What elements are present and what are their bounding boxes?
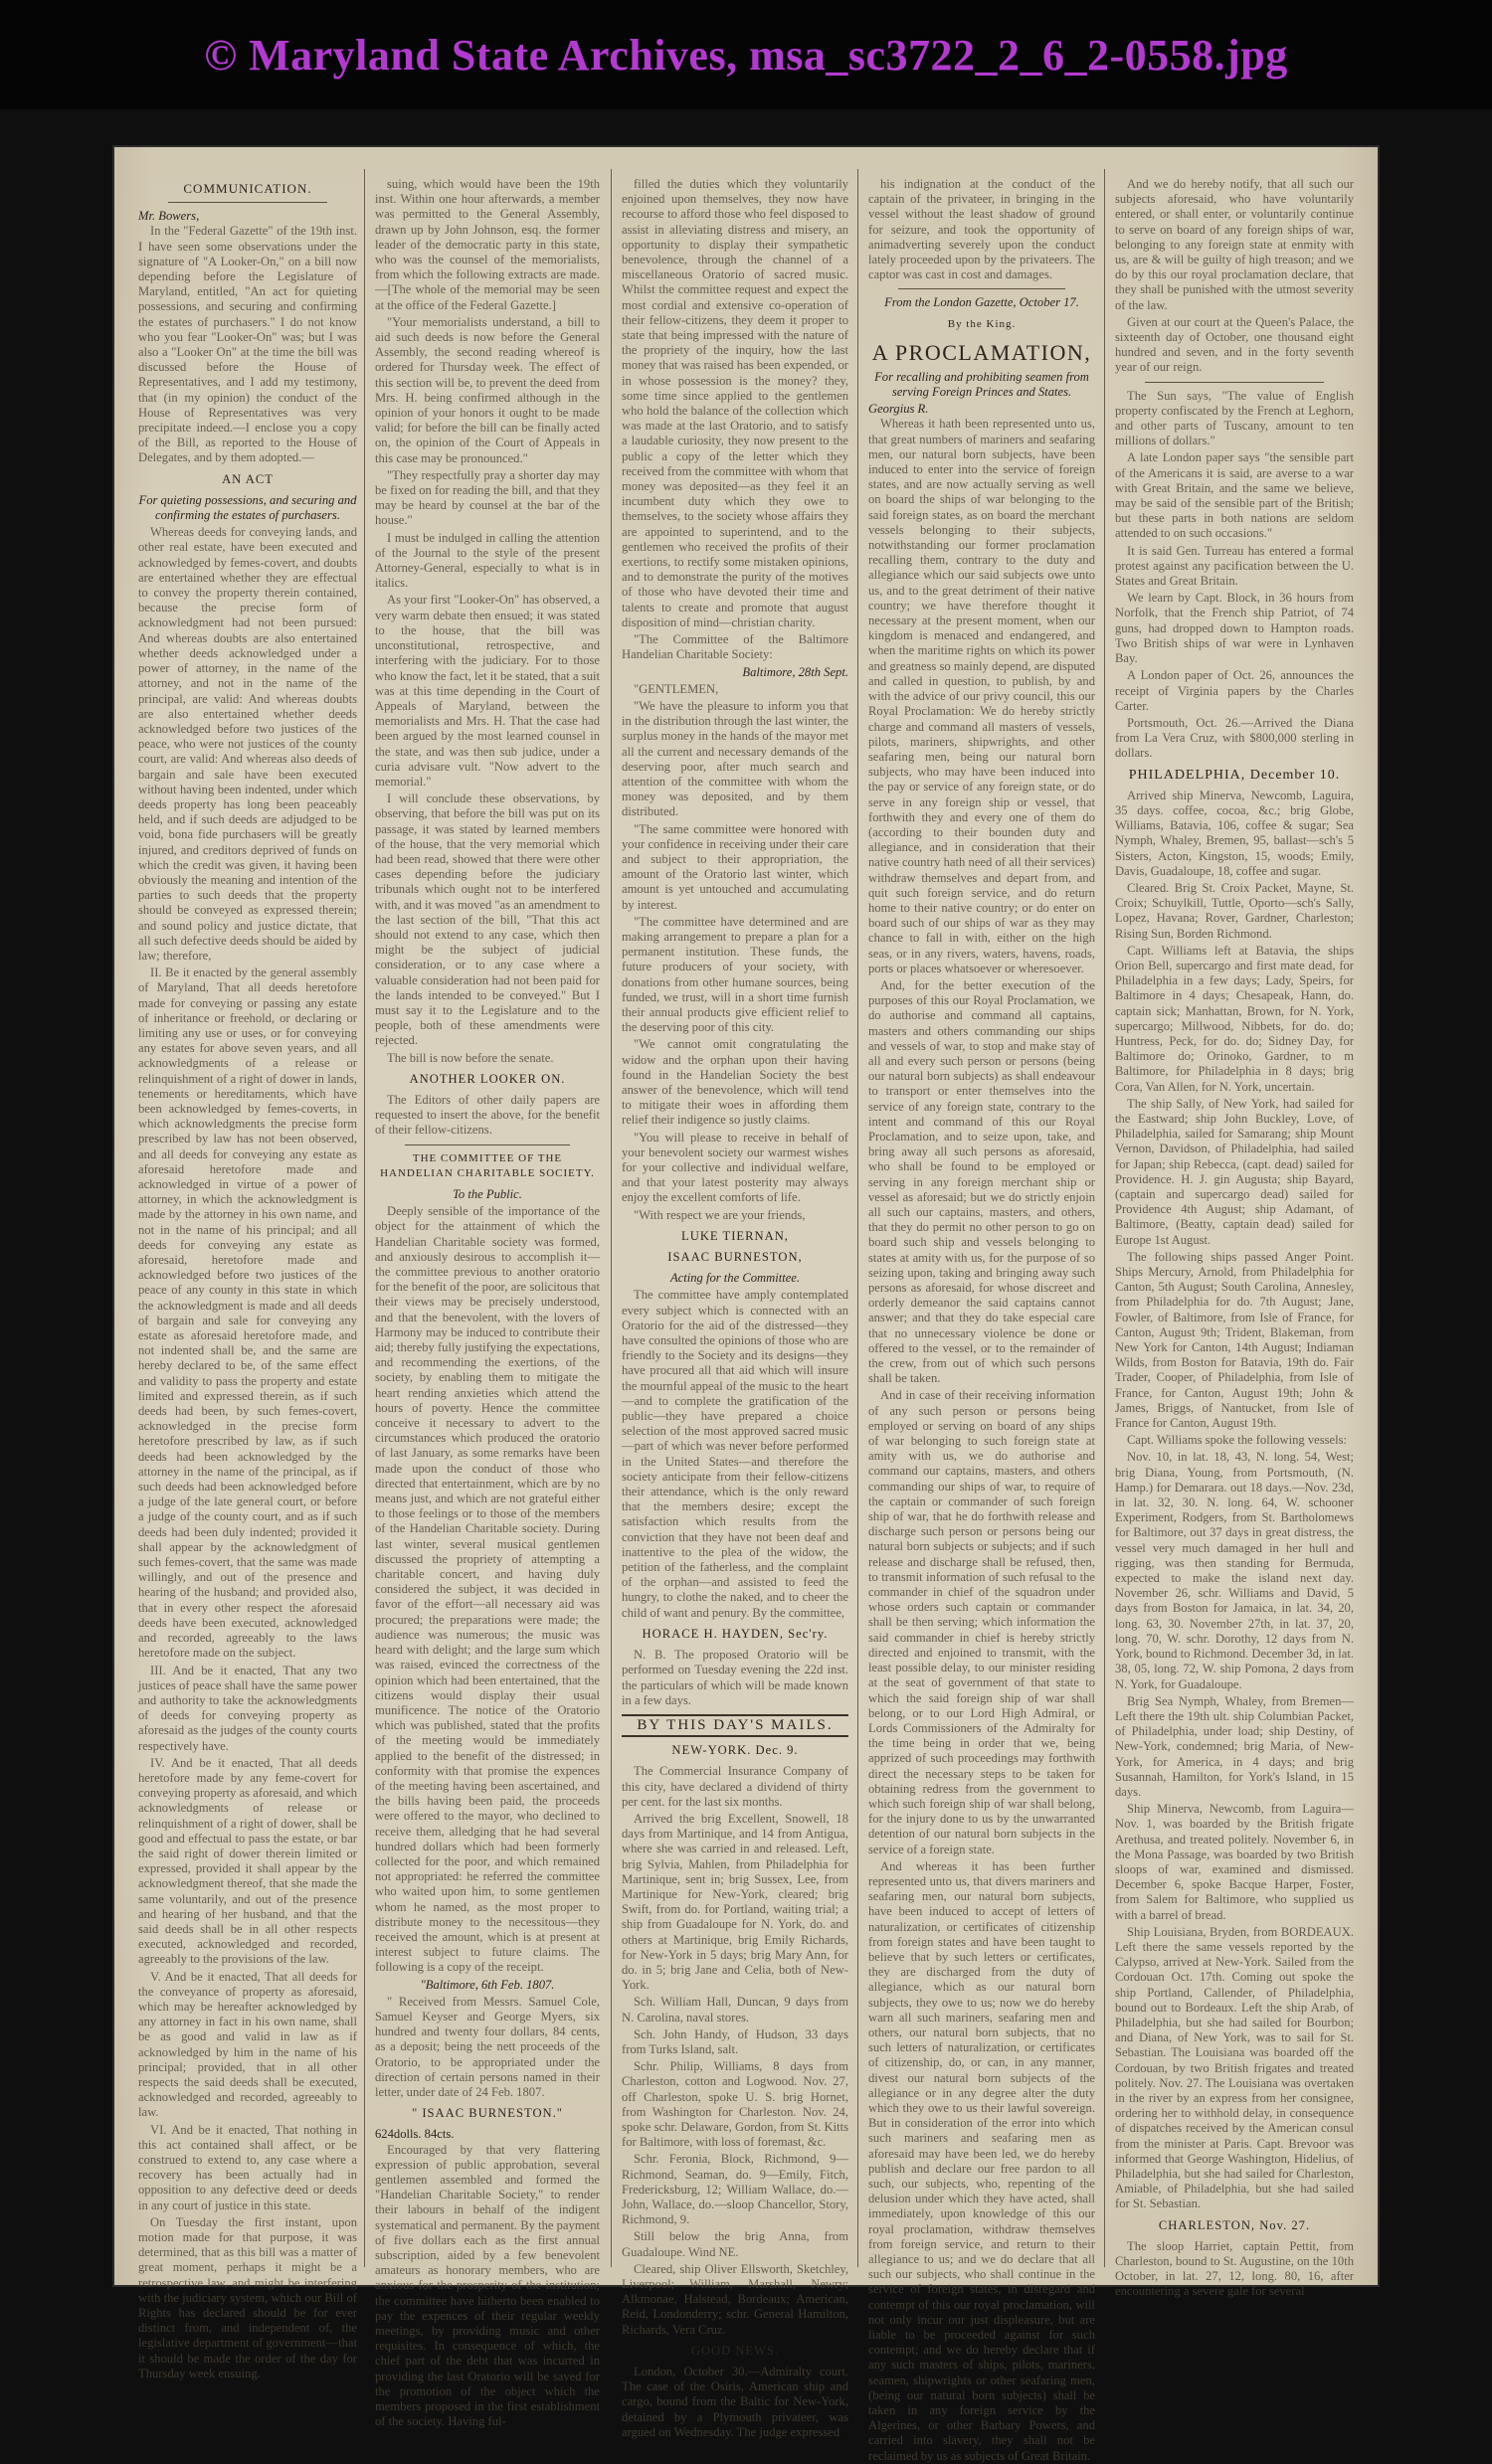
article-paragraph: We learn by Capt. Block, in 36 hours from Norfolk, that the French ship Patriot, of 74 guns, had dropped down to Hampton roads. Two British ships of war were in Lynhaven Bay. (1115, 591, 1354, 666)
by-the-king: By the King. (947, 317, 1017, 330)
dateline: NEW-YORK. Dec. 9. (671, 1743, 799, 1758)
article-paragraph: Still below the brig Anna, from Guadaloupe. Wind NE. (622, 2229, 848, 2259)
article-paragraph: And we do hereby notify, that all such our subjects aforesaid, who have voluntarily entered, or shall enter, or voluntarily continue to serve on board of any foreign ships of war, belonging to any foreign state at enmity with us, are & will be guilty of high treason; and we do by this our royal proclamation declare, that they shall be punished with the utmost severity of the law. (1115, 177, 1354, 312)
article-paragraph: Given at our court at the Queen's Palace, the sixteenth day of October, one thousand eight hundred and seven, and in the forty seventh year of our reign. (1115, 314, 1354, 375)
article-paragraph: "GENTLEMEN, (634, 681, 719, 696)
archive-watermark: © Maryland State Archives, msa_sc3722_2_6_2-0558.jpg (204, 30, 1288, 80)
letter-dateline: Baltimore, 28th Sept. (742, 664, 848, 679)
column-3 (622, 177, 848, 2439)
article-paragraph: Sch. John Handy, of Hudson, 33 days from Turks Island, salt. (622, 2026, 848, 2056)
receipt-signature: " ISAAC BURNESTON." (412, 2106, 563, 2121)
article-paragraph: "We cannot omit congratulating the widow and the orphan upon their having found in the Handelian Society the best answer of the benevolence, which will tend to mitigate their woes in affording them relief their indigence so justly claims. (622, 1037, 848, 1128)
section-heading-news: GOOD NEWS. (690, 2343, 780, 2358)
article-paragraph: VI. And be it enacted, That nothing in this act contained shall affect, or be construed to extend to, any case where a recovery has been actually had in opposition to any defective deed or deeds in any court of justice in this state. (138, 2122, 357, 2212)
signature: LUKE TIERNAN, (681, 1228, 789, 1243)
article-paragraph: Encouraged by that very flattering expression of public approbation, several gentlemen assembled and formed the "Handelian Charitable Society," to render their labours in behalf of the indigent systematical and permanent. By the payment of five dollars each as the first annual subscription, aided by a few benevolent amateurs as honorary members, who are anxious for the prosperity of the institution; the committee have hitherto been enabled to pay the expences of their regular weekly meetings, by providing music and other requisites. In consequence of which, the chief part of the debt that was incurred in providing the last Oratorio will be saved for the promotion of the object which the members proposed in the first establishment of the society. Having ful- (375, 2142, 600, 2429)
article-paragraph: The Editors of other daily papers are requested to insert the above, for the benefit of their fellow-citizens. (375, 1092, 600, 1138)
act-subtitle: For quieting possessions, and securing and confirming the estates of purchasers. (138, 492, 357, 523)
act-title: AN ACT (222, 471, 274, 486)
article-paragraph: V. And be it enacted, That all deeds for the conveyance of property as aforesaid, which may be hereafter acknowledged by any attorney in fact in his own name, shall be as good and valid in law as if acknowledged by him in the name of his principal; provided, that in all other respects the said deeds shall be executed, acknowledged and recorded, agreeably to law. (138, 1969, 357, 2120)
article-paragraph: In the "Federal Gazette" of the 19th inst. I have seen some observations under the signature of "A Looker-On," on a bill now depending before the Legislature of Maryland, entitled, "An act for quieting possessions, and securing and confirming the estates of purchasers." I do not know who you fear "Looker-On" was; but I was also a "Looker On" at the time the bill was discussed before the House of Representatives, and I add my testimony, that (in my opinion) the conduct of the House of Representatives was very precipitate indeed.—I enclose you a copy of the Bill, as reported to the House of Delegates, and by them adopted.— (138, 224, 357, 465)
column-rule (611, 169, 612, 2267)
article-paragraph: Arrived the brig Excellent, Snowell, 18 days from Martinique, and 14 from Antigua, where she was carried in and released. Left, brig Sylvia, Mahlen, from Philadelphia for Martinique, sent in; brig Sussex, Lee, from Martinique for New-York, cleared; brig Swift, from do. for Portland, waiting trial; a ship from Guadaloupe for N. York, do. and others at Martinique, brig Emily Richards, for New-York in 5 days; brig Mary Ann, for do. in 5; brig Jane and Celia, both of New-York. (622, 1811, 848, 1993)
article-paragraph: Brig Sea Nymph, Whaley, from Bremen—Left there the 19th ult. ship Columbian Packet, of Philadelphia, under load; ship Destiny, of New-York, condemned; brig Maria, of New-York, for America, in 4 days; and brig Susannah, Hamilton, for York's Island, in 15 days. (1115, 1693, 1354, 1799)
article-paragraph: And in case of their receiving information of any such person or persons being employed or serving on board of any ships of war belonging to such foreign state at amity with us, we do authorise and command our captains, masters, and others commanding our ships of war, to require of the captain or commander of such foreign ship of war, that he do forthwith release and discharge such person or persons being our natural born subjects or subjects; and if such release and discharge shall be refused, then, to transmit information of such refusal to the commander in chief of the squadron under whose orders such captain or commander shall be then serving; which information the said commander in chief is hereby strictly directed and enjoined to transmit, with the least possible delay, to our minister residing at the seat of government of that state to which the said foreign ship of war shall belong, or to our Lord High Admiral, or Lords Commissioners of the Admiralty for the time being in order that we, being apprized of such proceedings may forthwith direct the necessary steps to be taken for obtaining redress from the government to which such foreign ship of war shall belong, for the injury done to us by the unwarranted detention of our natural born subjects in the service of a foreign state. (868, 1388, 1095, 1856)
article-paragraph: And whereas it has been further represented unto us, that divers mariners and seafaring men, our natural born subjects, have been induced to accept of letters of naturalization, or certificates of citizenship from foreign states and have been taught to believe that by such letters or certificates, they are discharged from the duty of allegiance, which as our natural born subjects, they owe to us; now we do hereby warn all such mariners, seafaring men and others, our natural born subjects, that no such letters of naturalization, or certificates of citizenship, do, or can, in any manner, divest our natural born subjects of the allegiance or in any degree alter the duty which they owe to us their lawful sovereign. But in consideration of the error into which such mariners and seafaring men as aforesaid may have been led, we do hereby publish and declare our free pardon to all such, our subjects, who, repenting of the delusion under which they have acted, shall immediately, upon knowledge of this our royal proclamation, withdraw themselves from foreign service, and return to their allegiance to us; and we do declare that all such our subjects, who shall continue in the service of foreign states, in disregard and contempt of this our royal proclamation, will not only incur our just displeasure, but are liable to be proceeded against for such contempt; and we do hereby declare that if any such masters of ships, pilots, mariners, seamen, shipwrights or other seafaring men, (being our natural born subjects) shall be taken in any foreign service by the Algerines, or other Barbary Powers, and carried into slavery, they shall not be reclaimed by us as subjects of Great Britain. (868, 1858, 1095, 2463)
section-heading-mails: BY THIS DAY'S MAILS. (622, 1714, 848, 1737)
signature: ISAAC BURNESTON, (667, 1250, 803, 1265)
article-paragraph: IV. And be it enacted, That all deeds heretofore made by any feme-covert for conveying property as aforesaid, and which acknowledgments of release or relinquishment of a right of dower, shall be good and effectual to pass the estate, or bar the said right of dower therein limited or expressed, provided it shall appear by the acknowledgment thereof, that she made the same voluntarily, and out of the presence and hearing of her husband, and that the said deeds shall be in all other respects executed, acknowledged and recorded, agreeably to the provisions of the law. (138, 1755, 357, 1967)
salutation: Mr. Bowers, (138, 209, 200, 224)
article-paragraph: I will conclude these observations, by observing, that before the bill was put on its passage, it was stated by learned members of the house, that the very memorial which had been read, showed that there were other cases depending before the judiciary tribunals which ought not to be interfered with, and it was moved "as an amendment to the last section of the bill, "That this act should not extend to any case, which then might be the subject of judicial consideration, or to any case where a valuable consideration had not been paid for the lands intended to be conveyed." But I must say it to the Legislature and to the people, both of these amendments were rejected. (375, 792, 600, 1048)
article-paragraph: Capt. Williams spoke the following vessels: (1127, 1433, 1348, 1448)
article-paragraph: Whereas deeds for conveying lands, and other real estate, have been executed and acknowledged by femes-covert, and doubts are entertained whether they are effectual to convey the property therein contained, because the precise form of acknowledgment had not been pursued: And whereas doubts are also entertained whether deeds acknowledged under a power of attorney, in the name of the attorney, and not in the name of the principal, are valid: And whereas doubts are also entertained whether deeds acknowledged before two justices of the peace, who were not justices of the county court, are valid: And whereas also deeds of bargain and sale have been executed without having been indented, under which deeds property has long been peaceably held, and if such deeds are adjudged to be void, bona fide purchasers will be greatly injured, and creditors deprived of funds on which the credit was given, it having been obviously the meaning and intention of the parties to such deeds that the property should be conveyed as expressed therein; and sound policy and justice dictate, that all such defective deeds should be aided by law; therefore, (138, 525, 357, 963)
receipt-amount: 624dolls. 84cts. (375, 2127, 455, 2142)
newspaper-page (114, 147, 1378, 2463)
article-paragraph: "With respect we are your friends, (634, 1207, 806, 1222)
article-paragraph: The Commercial Insurance Company of this city, have declared a dividend of thirty per cent. for the last six months. (622, 1764, 848, 1809)
article-paragraph: A late London paper says "the sensible part of the Americans it is said, are averse to a war with Great Britain, and the same we believe, may be said of the sensible part of the British; but these parts in both nations are seldom attended to on such occasions." (1115, 450, 1354, 541)
royal-signature: Georgius R. (868, 402, 929, 417)
article-paragraph: Schr. Feronia, Block, Richmond, 9—Richmond, Seaman, do. 9—Emily, Fitch, Fredericksburg, 12; William Wallace, do.—John, Wallace, do.—sloop Chancellor, Story, Richmond, 9. (622, 2152, 848, 2227)
article-paragraph: "Your memorialists understand, a bill to aid such deeds is now before the General Assembly, the second reading whereof is ordered for Thursday week. The effect of this section will be, to prevent the deed from Mrs. H. being confirmed although in the opinion of your honors it ought to be made valid; for before the bill can be finally acted on, the opinion of the Court of Appeals in this case may be pronounced." (375, 314, 600, 465)
column-1 (138, 177, 357, 2380)
article-paragraph: "The same committee were honored with your confidence in receiving under their care and subject to their appropriation, the amount of the Oratorio last winter, which amount is yet untouched and accumulating by interest. (622, 821, 848, 912)
article-paragraph: II. Be it enacted by the general assembly of Maryland, That all deeds heretofore made for conveying or passing any estate of inheritance or freehold, or declaring or limiting any use or uses, or for conveying any estates for above seven years, and all acknowledgments of a release or relinquishment of a right of dower in lands, tenements or hereditaments, which have been acknowledged by femes-coverts, in which acknowledgments the precise form prescribed by law has not been observed, and all deeds for conveying any estate as aforesaid heretofore made and acknowledged in virtue of a power of attorney, in which the acknowledgment is made by the attorney in his own name, and not in the name of his principal; and all deeds for conveying any estate as aforesaid, heretofore made and acknowledged before two justices of the peace of any county in this state in which the acknowledgment is made and all deeds of bargain and sale for conveying any estate as aforesaid heretofore made, and not indented shall be, and the same are hereby declared to be, of the same effect and validity to pass the property and estate limited and expressed therein, as if such deeds had been, by such femes-covert, acknowledged in the precise form heretofore prescribed by law, as if such deeds had been acknowledged by the attorney in the name of the principal, as if such deeds had been acknowledged before a judge of the late general court, or before a judge of the county court, and as if such deeds had been duly indented; provided it shall appear by the acknowledgment of such femes-covert, that the same was made willingly, and out of the presence and hearing of the husband; and provided also, that in every other respect the aforesaid deeds have been executed, acknowledged and recorded, agreeably to the laws heretofore made on the subject. (138, 966, 357, 1661)
society-heading: THE COMMITTEE OF THE HANDELIAN CHARITABLE SOCIETY. (380, 1151, 595, 1179)
column-rule (1104, 169, 1105, 2267)
to-the-public: To the Public. (453, 1187, 522, 1201)
article-paragraph: Cleared, ship Oliver Ellsworth, Sketchley, Liverpool; William, Marshall, Newry; Alkmonae, Halstead, Bordeaux; American, Reid, Londonderry; schr. General Hamilton, Richards, Vera Cruz. (622, 2261, 848, 2337)
article-paragraph: N. B. The proposed Oratorio will be performed on Tuesday evening the 22d inst. the particulars of which will be made known in a few days. (622, 1648, 848, 1707)
article-paragraph: filled the duties which they voluntarily enjoined upon themselves, they now have recourse to afford those who feel disposed to assist in alleviating distress and misery, an opportunity to display their sympathetic benevolence, through the channel of a miscellaneous Oratorio of sacred music. Whilst the committee request and expect the most cordial and extensive co-operation of their fellow-citizens, they deem it proper to state that being impressed with the nature of the propriety of the inquiry, how the last money that was raised has been expended, or in whose possession is the money? they, some time since applied to the gentlemen who hold the balance of the collection which was made at the last Oratorio, and to satisfy a laudable curiosity, they now present to the public a copy of the letter which they received from the committee with whom that money was deposited—as they feel it an incumbent duty which they owe to themselves, to the society whose affairs they are appointed to superintend, and to the gentlemen who received the profits of their exertions, to rectify some mistaken opinions, and to demonstrate the purity of the motives of those who have devoted their time and talents to create and promote that august disposition of mind—christian charity. (622, 177, 848, 629)
gazette-source: From the London Gazette, October 17. (884, 295, 1079, 310)
article-paragraph: " Received from Messrs. Samuel Cole, Samuel Keyser and George Myers, six hundred and twenty four dollars, 84 cents, as a deposit; being the nett proceeds of the Oratorio, to be appropriated under the direction of certain persons named in their letter, under date of 24 Feb. 1807. (375, 1994, 600, 2099)
article-paragraph: Arrived ship Minerva, Newcomb, Laguira, 35 days. coffee, cocoa, &c.; brig Globe, Williams, Batavia, 106, coffee & sugar; Sea Nymph, Whaley, Bremen, 95, ballast—sch's 5 Sisters, Acton, Kingston, 15, woods; Emily, Davis, Guadaloupe, 18, coffee and sugar. (1115, 788, 1354, 878)
column-rule (857, 169, 858, 2267)
article-paragraph: The following ships passed Anger Point. Ships Mercury, Arnold, from Philadelphia for Canton, 5th August; South Carolina, Annesley, from Philadelphia for do. 7th August; Jane, Fowler, of Baltimore, from Isle of France, for Canton, August 9th; Trident, Blakeman, from New York for Canton, 14th August; Indiaman Wilds, from Boston for Batavia, 19th do. Fair Trader, Cooper, of Philadelphia, from Isle of France, for Canton, August 19th; John & James, Briggs, of Nantucket, from Isle of France for Canton, August 19th. (1115, 1249, 1354, 1431)
article-paragraph: Schr. Philip, Williams, 8 days from Charleston, cotton and Logwood. Nov. 27, off Charleston, spoke U. S. brig Hornet, from Washington for Charleston. Nov. 24, spoke schr. Delaware, Gordon, from St. Kitts for Baltimore, with loss of foremast, &c. (622, 2059, 848, 2150)
signature-note: Acting for the Committee. (669, 1271, 801, 1286)
article-paragraph: "They respectfully pray a shorter day may be fixed on for reading the bill, and that they may be heard by counsel at the bar of the house." (375, 467, 600, 528)
article-paragraph: The Sun says, "The value of English property confiscated by the French at Leghorn, and other parts of Tuscany, amount to ten millions of dollars." (1115, 388, 1354, 448)
article-paragraph: Ship Minerva, Newcomb, from Laguira—Nov. 1, was boarded by the British frigate Arethusa, and treated politely. November 6, in the Mona Passage, was boarded by two British sloops of war, examined and dismissed. December 6, spoke Bacque Harper, Foster, from Salem for Baltimore, who supplied us with a barrel of bread. (1115, 1802, 1354, 1922)
article-paragraph: "You will please to receive in behalf of your benevolent society our warmest wishes for your collective and individual welfare, and that your latest posterity may always enjoy the excellent comforts of life. (622, 1130, 848, 1205)
article-paragraph: Portsmouth, Oct. 26.—Arrived the Diana from La Vera Cruz, with $800,000 sterling in dollars. (1115, 715, 1354, 761)
article-paragraph: "The committee have determined and are making arrangement to prepare a plan for a permanent institution. These funds, the future producers of your society, with donations from other humane sources, being funded, we trust, will in a short time furnish their annual products give efficient relief to the deserving poor of this city. (622, 914, 848, 1035)
column-4 (868, 177, 1095, 2463)
divider (405, 1144, 570, 1145)
article-paragraph: London, October 30.—Admiralty court. The case of the Osiris, American ship and cargo, bound from the Baltic for New-York, detained by a Plymouth privateer, was argued on Wednesday. The judge expressed (622, 2365, 848, 2439)
article-paragraph: his indignation at the conduct of the captain of the privateer, in bringing in the vessel without the least shadow of ground for seizure, and took the opportunity of animadverting severely upon the conduct lately proceeded upon by the privateers. The captor was cast in cost and damages. (868, 177, 1095, 282)
article-paragraph: Deeply sensible of the importance of the object for the attainment of which the Handelian Charitable society was formed, and anxiously desirous to accomplish it—the committee previous to another oratorio for the benefit of the poor, are solicitous that their views may be precisely understood, and that the benevolent, with the lovers of Harmony may be induced to contribute their aid; thereby fully justifying the expectations, and recommending the exertions, of the society, by enabling them to mitigate the heart rending anxieties which attend the hours of poverty. Hence the committee conceive it necessary to advert to the circumstances which produced the oratorio of last January, as some remarks have been made upon the conduct of those who directed that entertainment, which are by no means just, and which are not grateful either to those feelings or to those of the members of the Handelian Charitable society. During last winter, several musical gentlemen discussed the propriety of attempting a charitable concert, and having duly considered the subject, it was decided in favor of the effort—all necessary aid was procured; the preparations were made; the audience was numerous; the music was heard with delight; and the large sum which was raised, evinced the correctness of the opinion which had been entertained, that the citizens would display their usual munificence. The notice of the Oratorio which was published, stated that the profits of the meeting would be immediately applied to the benefit of the distressed; in conformity with that promise the expences of the meeting having been ascertained, and the bills having been paid, the proceeds were offered to the mayor, who declined to receive them, alledging that he had several hundred dollars which had been formerly collected for the poor, and which remained not appropriated: he referred the committee who waited upon him, to some gentlemen whom he named, as the most proper to distribute money to the necessitous—they received the amount, which is at present at interest subject to future claims. The following is a copy of the receipt. (375, 1204, 600, 1975)
divider (1145, 382, 1324, 383)
article-paragraph: On Tuesday the first instant, upon motion made for that purpose, it was determined, that as this bill was a matter of great moment, perhaps it might be a retrospective law, and might be interfering with the judiciary system, which our Bill of Rights has declared should be for ever distinct from, and independent of, the legislative department of government—that it should be made the order of the day for Thursday week ensuing. (138, 2214, 357, 2380)
article-paragraph: A London paper of Oct. 26, announces the receipt of Virginia papers by the Charles Carter. (1115, 668, 1354, 713)
archive-watermark-banner (0, 0, 1492, 109)
article-paragraph: The committee have amply contemplated every subject which is connected with an Oratorio for the aid of the distressed—they have consulted the opinions of those who are friendly to the Society and its designs—they have procured all that aid which will insure the mournful appeal of the music to the heart—and to complete the gratification of the public—they have prepared a choice selection of the most approved sacred music—part of which was never before performed in the United States—and therefore the society anticipate from their fellow-citizens their attendance, which is the only reward that the members desire; except the satisfaction which results from the conviction that they have not been deaf and inattentive to the plea of the widow, the petition of the fatherless, and the complaint of the orphan—and assisted to feed the hungry, to clothe the naked, and to cheer the child of want and penury. By the committee, (622, 1288, 848, 1620)
article-paragraph: Cleared. Brig St. Croix Packet, Mayne, St. Croix; Schuylkill, Tuttle, Oporto—sch's Sally, Lopez, Havana; Rover, Gardner, Charleston; Rising Sun, Borden Richmond. (1115, 880, 1354, 941)
article-paragraph: "The Committee of the Baltimore Handelian Charitable Society: (622, 632, 848, 662)
signature: ANOTHER LOOKER ON. (409, 1071, 566, 1086)
article-paragraph: I must be indulged in calling the attention of the Journal to the style of the present Attorney-General, especially to what is in italics. (375, 530, 600, 591)
proclamation-subtitle: For recalling and prohibiting seamen from serving Foreign Princes and States. (874, 369, 1089, 400)
signature: HORACE H. HAYDEN, Sec'ry. (642, 1626, 829, 1641)
proclamation-title: A PROCLAMATION, (871, 339, 1092, 365)
article-paragraph: As your first "Looker-On" has observed, a very warm debate then ensued; it was stated to the house, that the bill was unconstitutional, retrospective, and interfering with the judiciary. For to those who know the fact, let it be stated, that a suit was at this time depending in the Court of Appeals of Maryland, between the memorialists and Mrs. H. That the case had been argued by the most learned counsel in the state, and was then sub judice, under a curia advisare vult. "Now advert to the memorial." (375, 593, 600, 789)
article-paragraph: "We have the pleasure to inform you that in the distribution through the last winter, the surplus money in the hands of the mayor met all the current and necessary demands of the deserving poor, after much search and attention of the committee with whom the money was deposited, and by them distributed. (622, 698, 848, 819)
article-paragraph: The ship Sally, of New York, had sailed for the Eastward; ship John Buckley, Love, of Philadelphia, sailed for Samarang; ship Mount Vernon, Davidson, of Philadelphia, had sailed for Japan; ship Rebecca, (capt. dead) sailed for Providence. H. J. gin Augusta; ship Bayard, (captain and supercargo dead) sailed for Providence 4th August; ship Adamant, of Baltimore, (Beatty, captain dead) sailed for Europe 1st August. (1115, 1096, 1354, 1247)
dateline: CHARLESTON, Nov. 27. (1158, 2217, 1311, 2232)
article-paragraph: Nov. 10, in lat. 18, 43, N. long. 54, West; brig Diana, Young, from Portsmouth, (N. Hamp.) for Demarara. out 18 days.—Nov. 23d, in lat. 32, 30. N. long. 64, W. schooner Experiment, Rodgers, from St. Bartholomews for Baltimore, out 37 days in great distress, the vessel very much damaged in her hull and rigging, was then standing for Bermuda, expected to make the island next day. November 26, schr. Williams and David, 5 days from Boston for Jamaica, in lat. 34, 20, long. 63, 30. November 27th, in lat. 37, 20, long. 70, W. schr. Dorothy, 12 days from N. York, bound to Richmond. December 3d, in lat. 38, 05, long. 72, W. ship Pomona, 2 days from N. York, for Guadaloupe. (1115, 1450, 1354, 1691)
article-paragraph: Whereas it hath been represented unto us, that great numbers of mariners and seafaring men, our natural born subjects, have been induced to enter into the service of foreign states, and are now actually serving as well on board the ships of war belonging to the said foreign states, as on board the merchant vessels belonging to their subjects, notwithstanding our former proclamation recalling them, contrary to the duty and allegiance which our said subjects owe unto us, and to the great detriment of their native country; we have therefore thought it necessary at the present moment, when our kingdom is menaced and endangered, and when the maritime rights on which its power and greatness so mainly depend, are disputed and called in question, to publish, by and with the advice of our privy council, this our Royal Proclamation: We do hereby strictly charge and command all masters of vessels, pilots, mariners, shipwrights, and other seafaring men, being our natural born subjects, who may have been induced into the pay or service of any foreign state, or do serve in any foreign ship or vessel, that forthwith they and every one of them do (according to their bounden duty and allegiance, and in consideration that their native country hath need of all their services) withdraw themselves and depart from, and quit such foreign service, and do return home to their native country; or do enter on board such of our ships of war as they may chance to fall in with, either on the high seas, or in any rivers, waters, havens, roads, ports or places whatsoever or wheresoever. (868, 417, 1095, 975)
article-paragraph: III. And be it enacted, That any two justices of peace shall have the same power and authority to take the acknowledgments of deeds for conveying property as aforesaid as the judges of the county courts respectively have. (138, 1663, 357, 1753)
communication-heading: COMMUNICATION. (183, 181, 312, 196)
article-paragraph: Sch. William Hall, Duncan, 9 days from N. Carolina, naval stores. (622, 1995, 848, 2024)
article-paragraph: And, for the better execution of the purposes of this our Royal Proclamation, we do authorise and command all captains, masters and others commanding our ships and vessels of war, to stop and make stay of all and every such person or persons (being our natural born subjects) as shall endeavour to transport or enter themselves into the service of any foreign state, contrary to the intent and command of this our Royal Proclamation, and to seize upon, take, and bring away all such persons as aforesaid, who shall be found to be employed or serving in any foreign merchant ship or vessel as aforesaid; but we do strictly enjoin all such our captains, masters, and others, that they do permit no other person to go on board such ship and vessels belonging to states at amity with us, for the purpose of so seizing upon, taking and bringing away such persons as aforesaid, for whose discreet and orderly demeanor the said captains cannot answer; and that they do take especial care that no unnecessary violence be done or offered to the vessel, or to the remainder of the crew, from out of which such persons shall be taken. (868, 977, 1095, 1386)
article-paragraph: The sloop Harriet, captain Pettit, from Charleston, bound to St. Augustine, on the 10th October, in lat. 27, 12, long. 80, 16, after encountering a severe gale for several (1115, 2238, 1354, 2299)
article-paragraph: The bill is now before the senate. (387, 1050, 554, 1065)
receipt-date: "Baltimore, 6th Feb. 1807. (420, 1977, 555, 1992)
column-5 (1115, 177, 1354, 2299)
column-2 (375, 177, 600, 2429)
article-paragraph: It is said Gen. Turreau has entered a formal protest against any pacification between the U. States and Great Britain. (1115, 543, 1354, 589)
divider (898, 288, 1065, 289)
article-paragraph: Ship Louisiana, Bryden, from BORDEAUX. Left there the same vessels reported by the Calypso, arrived at New-York. Sailed from the Cordouan Oct. 17th. Coming out spoke the ship Portland, Callender, of Philadelphia, bound out to Bordeaux. Left the ship Arab, of Philadelphia, but she had sailed for Bourbon; and Diana, of New York, was to sail for St. Sebastian. The Louisiana was boarded off the Cordouan, by two British frigates and treated politely. Nov. 27. The Louisiana was overtaken in the river by an express from her consignee, ordering her to withhold delay, in consequence of dispatches received by the American consul from the minister at Paris. Capt. Brevoor was informed that George Washington, Hidelius, of Philadelphia, but she had sailed for Charleston, Amiable, of Philadelphia, but she had sailed for St. Sebastian. (1115, 1924, 1354, 2211)
column-rule (364, 169, 365, 2267)
divider (168, 202, 327, 203)
dateline: PHILADELPHIA, December 10. (1128, 767, 1341, 783)
article-paragraph: Capt. Williams left at Batavia, the ships Orion Bell, supercargo and first mate dead, for Philadelphia in a few days; Lady, Speirs, for Baltimore in 4 days; Chesapeak, Hann, do. captain sick; Manhattan, Brown, for N. York, supercargo; Millwood, Nibbets, for do. do; Huntress, Peck, for do. do; Sidney Day, for Baltimore do; Orinoko, Gardner, to m Baltimore, for Philadelphia in 8 days; brig Cora, Van Allen, for N. York, uncertain. (1115, 943, 1354, 1094)
article-paragraph: suing, which would have been the 19th inst. Within one hour afterwards, a member was permitted to the General Assembly, drawn up by John Johnson, esq. the former leader of the democratic party in this state, who was the counsel of the memorialists, from which the following extracts are made.—[The whole of the memorial may be seen at the office of the Federal Gazette.] (375, 177, 600, 312)
